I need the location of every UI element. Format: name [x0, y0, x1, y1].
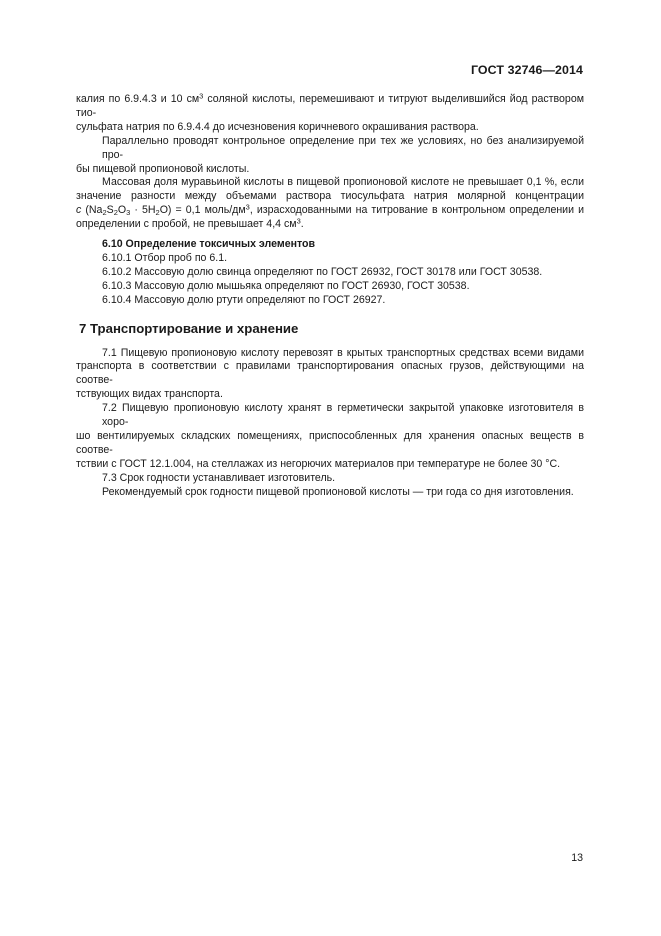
paragraph-line: 7.3 Срок годности устанавливает изготовитель.: [102, 471, 336, 484]
paragraph-line: сульфата натрия по 6.9.4.4 до исчезновения коричневого окрашивания раствора.: [76, 120, 479, 133]
section-title-7: 7 Транспортирование и хранение: [79, 320, 299, 336]
text-run: · 5H: [130, 204, 156, 217]
paragraph-line: тствующих видах транспорта.: [76, 388, 223, 401]
standard-header: ГОСТ 32746—2014: [470, 63, 583, 77]
text-run: , израсходованными на титрование в контрольном определении и: [249, 204, 585, 217]
paragraph-line: бы пищевой пропионовой кислоты.: [76, 162, 250, 175]
text-run: .: [300, 218, 304, 231]
superscript: 3: [296, 216, 301, 226]
paragraph-line: Массовая доля муравьиной кислоты в пищевой пропионовой кислоте не превышает 0,1 %, если: [102, 176, 584, 189]
subscript: 2: [155, 208, 160, 218]
list-item: 6.10.4 Массовую долю ртути определяют по ГОСТ 26927.: [102, 293, 386, 306]
text-run: O: [117, 204, 127, 217]
paragraph-line: Параллельно проводят контрольное определение при тех же условиях, но без анализируемой про-: [102, 134, 584, 161]
paragraph-line: 7.1 Пищевую пропионовую кислоту перевозят в крытых транспортных средствах всеми видами: [102, 346, 584, 359]
paragraph-titration: [76, 93, 584, 135]
paragraph-control: [76, 135, 584, 177]
paragraph-line: Рекомендуемый срок годности пищевой пропионовой кислоты — три года со дня изготовления.: [102, 485, 574, 498]
text-run: определении с пробой, не превышает 4,4 см: [76, 218, 297, 231]
subscript: 2: [113, 208, 118, 218]
subscript: 3: [126, 208, 131, 218]
text-run: калия по 6.9.4.3 и 10 см: [76, 93, 200, 105]
paragraph-line: значение разности между объемами раствора тиосульфата натрия молярной концентрации: [76, 190, 584, 203]
page-content: [76, 93, 584, 499]
paragraph-7-3: [76, 472, 584, 486]
list-item: 6.10.1 Отбор проб по 6.1.: [102, 251, 228, 264]
paragraph-line: 7.2 Пищевую пропионовую кислоту хранят в герметически закрытой упаковке изготовителя в хоро-: [102, 402, 584, 429]
text-run: S: [106, 204, 114, 217]
superscript: 3: [199, 91, 204, 101]
paragraph-line-formula: [76, 204, 584, 218]
text-run: O) = 0,1 моль/дм: [159, 204, 246, 217]
subscript: 2: [102, 208, 107, 218]
text-run: (Na: [81, 204, 103, 217]
subsection-title-6-10: 6.10 Определение токсичных элементов: [102, 238, 316, 251]
list-item: 6.10.3 Массовую долю мышьяка определяют по ГОСТ 26930, ГОСТ 30538.: [102, 279, 470, 292]
superscript: 3: [245, 202, 250, 212]
subsection-items: [76, 252, 584, 308]
paragraph-7-2: [76, 402, 584, 472]
paragraph-line: шо вентилируемых складских помещениях, приспособленных для хранения опасных веществ в соотве-: [76, 429, 584, 456]
paragraph-line: транспорта в соответствии с правилами транспортирования опасных грузов, действующими на соотве-: [76, 360, 584, 387]
list-item: 6.10.2 Массовую долю свинца определяют по ГОСТ 26932, ГОСТ 30178 или ГОСТ 30538.: [102, 265, 543, 278]
paragraph-formic-acid: [76, 176, 584, 232]
text-run: соляной кислоты, перемешивают и титруют выделившийся йод раствором тио-: [76, 93, 584, 119]
paragraph-shelf-life: [76, 486, 584, 500]
formula-symbol: c: [76, 204, 82, 217]
paragraph-line: тствии с ГОСТ 12.1.004, на стеллажах из негорючих материалов при температуре не более 30 °С.: [76, 457, 561, 470]
paragraph-line: [76, 93, 584, 121]
page-number: 13: [571, 852, 583, 864]
paragraph-7-1: [76, 347, 584, 403]
paragraph-line: [76, 218, 584, 232]
